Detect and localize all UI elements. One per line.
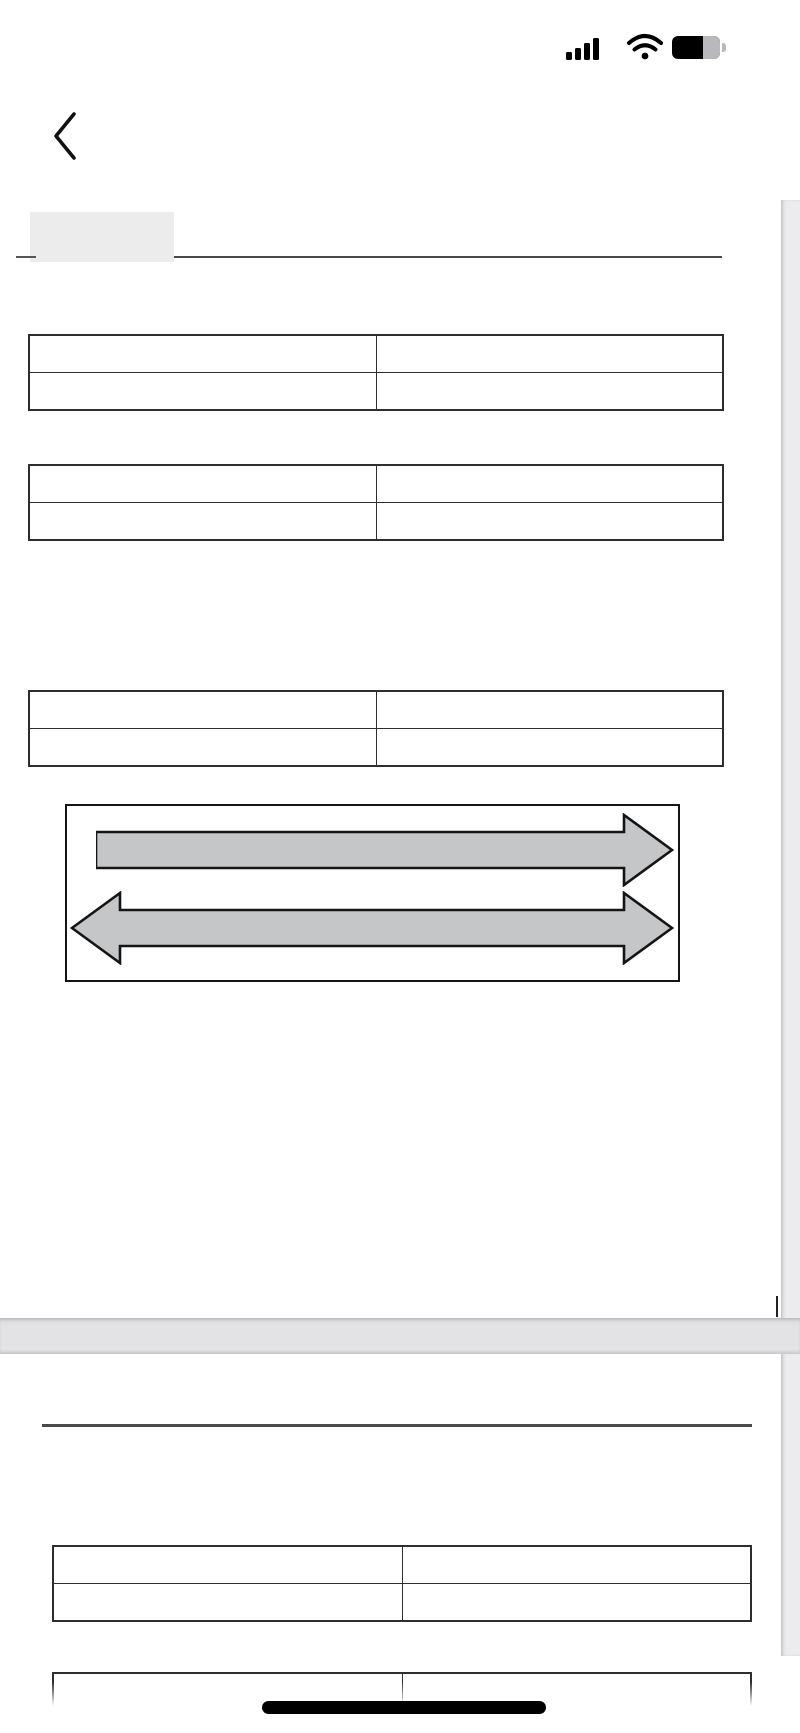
cell-model [53,1584,402,1622]
sae-5w30-range-arrow [96,813,676,887]
table-row [29,373,723,411]
battery-icon [672,36,720,59]
cell-spec [376,729,723,767]
capacity-table-2 [52,1545,752,1622]
col-header [376,465,723,503]
col-header [29,691,376,729]
cell-spec [376,503,723,541]
material-table-2 [28,690,724,767]
cell-name [29,503,376,541]
heading-rule-2 [42,1424,752,1427]
wifi-icon [626,33,664,66]
chart-plot-box [65,804,680,982]
table-row [29,729,723,767]
cell-value [402,1584,751,1622]
page-separator [0,1318,800,1354]
cell-name [29,729,376,767]
battery-cap [722,43,726,52]
col-header [376,335,723,373]
table-header-row [53,1546,751,1584]
cellular-signal-icon [566,36,599,60]
page-indicator-bg [30,212,174,262]
rule-dash [16,256,36,258]
viewer-gutter [781,200,800,1656]
table-header-row [29,465,723,503]
sae-0w30-range-arrow [70,891,676,965]
cell-value [376,373,723,411]
table-row [53,1584,751,1622]
material-table-1 [28,464,724,541]
capacity-table-1 [28,334,724,411]
back-button[interactable] [48,110,84,162]
cell-model [29,373,376,411]
table-header-row [29,691,723,729]
table-row [29,503,723,541]
celsius-axis [65,776,680,798]
home-indicator[interactable] [262,1701,546,1714]
table-header-row [29,335,723,373]
page-corner-mark [776,1296,778,1317]
col-header [29,335,376,373]
bottom-margin [0,1712,800,1733]
fahrenheit-axis [65,990,680,1012]
oil-temperature-chart [65,770,680,1015]
col-header [29,465,376,503]
col-header [402,1546,751,1584]
chevron-left-icon [48,110,84,162]
col-header [376,691,723,729]
col-header [53,1546,402,1584]
battery-percent [672,36,720,59]
warning-bullet-list [406,1450,756,1463]
